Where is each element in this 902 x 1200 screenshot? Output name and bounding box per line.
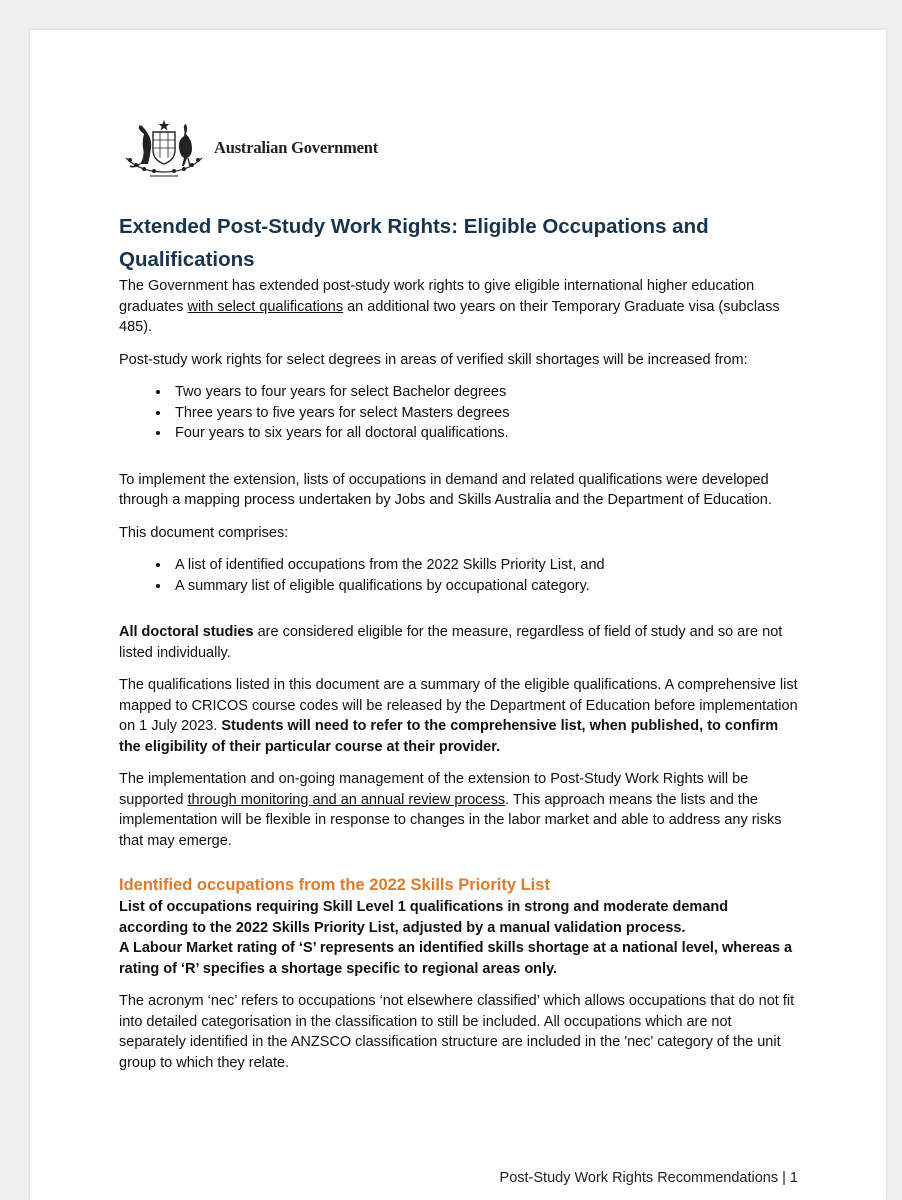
section-bold-paragraph-1: List of occupations requiring Skill Level 1 qualifications in strong and moderate demand according to the 2022 Skills Priority List, adjusted by a manual validation process. (119, 899, 729, 936)
comprises-paragraph: This document comprises: (119, 524, 289, 541)
government-name: Australian Government (214, 138, 378, 157)
coat-of-arms-icon (120, 118, 208, 178)
management-text-start: The implementation and on-going management of the extension to Post-Study Work Rights will be supported (119, 771, 749, 808)
list-item: • A summary list of eligible qualifications by occupational category. (171, 576, 799, 597)
intro-paragraph (119, 276, 799, 338)
increase-list (119, 382, 799, 444)
management-text-end: . This approach means the lists and the implementation will be flexible in response to changes in the labor market and able to address any risks that may emerge. (119, 791, 782, 849)
monitoring-review-link[interactable]: through monitoring and an annual review process (187, 791, 506, 808)
list-item: • Two years to four years for select Bachelor degrees (171, 382, 799, 403)
comprises-list (119, 555, 799, 596)
comprehensive-list-paragraph (119, 675, 799, 757)
management-paragraph (119, 769, 799, 851)
implementation-paragraph: To implement the extension, lists of occupations in demand and related qualifications were developed through a mapping process undertaken by Jobs and Skills Australia and the Department of Education. (119, 471, 772, 508)
comprehensive-plain: The qualifications listed in this document are a summary of the eligible qualifications. A comprehensive list mapped to CRICOS course codes will be released by the Department of Education before implementation on 1 July 2023. (119, 677, 798, 734)
document-body (119, 210, 799, 1085)
document-page (30, 30, 886, 1200)
intro-text-end: an additional two years on their Temporary Graduate visa (subclass 485). (119, 298, 780, 335)
page-footer: Post-Study Work Rights Recommendations | 1 (499, 1170, 798, 1186)
doctoral-paragraph (119, 622, 799, 663)
list-item: • Four years to six years for all doctoral qualifications. (171, 423, 799, 444)
increase-paragraph: Post-study work rights for select degrees in areas of verified skill shortages will be increased from: (119, 351, 748, 368)
comprehensive-bold: Students will need to refer to the comprehensive list, when published, to confirm the eligibility of their particular course at their provider. (119, 718, 779, 755)
doctoral-bold: All doctoral studies (119, 624, 254, 640)
select-qualifications-link[interactable]: with select qualifications (187, 298, 344, 315)
page-title: Extended Post-Study Work Rights: Eligible Occupations and Qualifications (119, 215, 709, 271)
section-heading: Identified occupations from the 2022 Skills Priority List (119, 876, 550, 894)
list-item: • A list of identified occupations from the 2022 Skills Priority List, and (171, 555, 799, 576)
doctoral-rest: are considered eligible for the measure, regardless of field of study and so are not listed individually. (119, 624, 783, 661)
nec-paragraph: The acronym ‘nec’ refers to occupations ‘not elsewhere classified’ which allows occupations that do not fit into detailed categorisation in the classification to still be included. All occupations which are not separately identified in the ANZSCO classification structure are included in the 'nec' category of the unit group to which they relate. (119, 993, 795, 1071)
intro-text-start: The Government has extended post-study work rights to give eligible international higher education graduates (119, 278, 755, 315)
list-item: • Three years to five years for select Masters degrees (171, 403, 799, 424)
government-logo (120, 118, 378, 178)
section-bold-paragraph-2: A Labour Market rating of ‘S’ represents an identified skills shortage at a national level, whereas a rating of ‘R’ specifies a shortage specific to regional areas only. (119, 940, 793, 977)
